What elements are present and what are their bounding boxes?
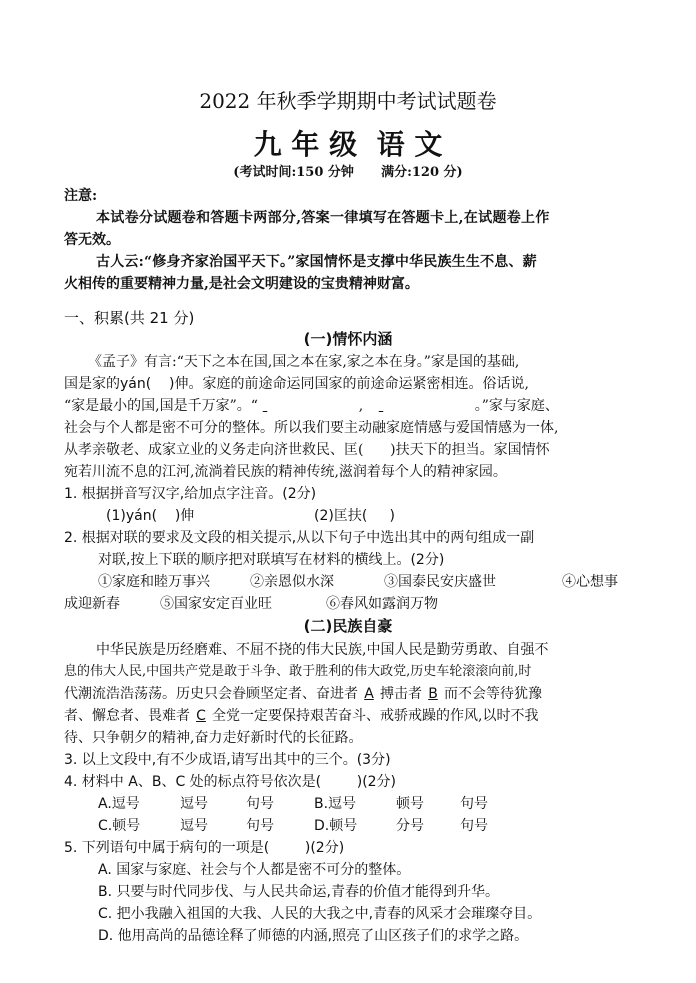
- paragraph-line: [64, 374, 529, 394]
- notice-line: 答无效。: [64, 232, 120, 248]
- q4-option: 逗号: [180, 818, 208, 834]
- question-1-b: (2)匡扶( ): [314, 508, 396, 524]
- couplet-line-2: [379, 396, 475, 416]
- paragraph-text: 者、懈怠者、畏难者: [64, 708, 190, 724]
- section-heading: 一、积累(共 21 分): [64, 309, 195, 327]
- q4-option: 句号: [246, 796, 274, 812]
- question-4: 4. 材料中 A、B、C 处的标点符号依次是( )(2分): [64, 774, 397, 790]
- q4-option: 句号: [460, 796, 488, 812]
- paragraph-line: [64, 396, 559, 416]
- paragraph-line: [64, 684, 542, 704]
- question-2-option: ②亲恩似水深: [250, 574, 334, 590]
- question-1-a: (1)yán( )伸: [106, 508, 195, 524]
- punct-mark-a: A: [364, 686, 374, 702]
- comma: ,: [358, 398, 364, 414]
- pinyin-blank: yán( )伸。: [120, 376, 203, 392]
- notice-label: 注意:: [64, 188, 98, 204]
- q4-option: 分号: [396, 818, 424, 834]
- punct-mark-b: B: [428, 686, 438, 702]
- punct-mark-c: C: [196, 708, 206, 724]
- paragraph-text: 搏击者: [380, 686, 422, 702]
- q5-option: A. 国家与家庭、社会与个人都是密不可分的整体。: [98, 862, 411, 878]
- q4-option: B.逗号: [314, 796, 357, 812]
- q4-option: 逗号: [180, 796, 208, 812]
- q4-option: A.逗号: [98, 796, 140, 812]
- paragraph-text: 代潮流浩浩荡荡。历史只会眷顾坚定者、奋进者: [64, 686, 358, 702]
- question-2-option: ⑥春风如露润万物: [326, 596, 438, 612]
- question-2-option: ①家庭和睦万事兴: [98, 574, 210, 590]
- paragraph-text: 家庭的前途命运同国家的前途命运紧密相连。俗话说,: [202, 376, 529, 392]
- q4-option: D.顿号: [314, 818, 358, 834]
- q5-option: D. 他用高尚的品德诠释了师德的内涵,照亮了山区孩子们的求学之路。: [98, 928, 529, 944]
- q5-option: C. 把小我融入祖国的大我、人民的大我之中,青春的风采才会璀璨夺目。: [98, 906, 542, 922]
- notice-quote: 火相传的重要精神力量,是社会文明建设的宝贵精神财富。: [64, 276, 419, 292]
- exam-info: (考试时间:150 分钟 满分:120 分): [233, 165, 463, 180]
- couplet-blank-1: “: [250, 398, 258, 414]
- paragraph-line: 息的伟大人民,中国共产党是敢于斗争、敢于胜利的伟大政党,历史车轮滚滚向前,时: [64, 664, 532, 679]
- exam-title: 2022 年秋季学期期中考试试题卷: [199, 89, 497, 113]
- notice-quote: 古人云:“修身齐家治国平天下。”家国情怀是支撑中华民族生生不息、薪: [96, 254, 537, 270]
- paragraph-line: 社会与个人都是密不可分的整体。所以我们要主动融家庭情感与爱国情感为一体,: [64, 420, 559, 436]
- q4-option: 顿号: [396, 796, 424, 812]
- question-2-option: ③国泰民安庆盛世: [384, 574, 496, 590]
- question-5: 5. 下列语句中属于病句的一项是( )(2分): [64, 840, 345, 856]
- q4-option: 句号: [460, 818, 488, 834]
- q4-option: C.顿号: [98, 818, 141, 834]
- couplet-line-1: [263, 396, 359, 416]
- question-1: 1. 根据拼音写汉字,给加点字注音。(2分): [64, 486, 317, 502]
- paragraph-text: 全党一定要保持艰苦奋斗、戒骄戒躁的作风,以时不我: [212, 708, 539, 724]
- paragraph-text: “家是最小的国,国是千万家”。: [64, 398, 251, 414]
- paragraph-line: 中华民族是历经磨难、不屈不挠的伟大民族,中国人民是勤劳勇敢、自强不: [96, 642, 549, 658]
- paragraph-line: 《孟子》有言:“天下之本在国,国之本在家,家之本在身。”家是国的基础,: [88, 354, 520, 370]
- question-2-option: ④心想事: [562, 574, 618, 590]
- question-2: 2. 根据对联的要求及文段的相关提示,从以下句子中选出其中的两句组成一副: [64, 530, 535, 546]
- paragraph-text: 。”家与家庭、: [474, 398, 559, 414]
- paragraph-line: 宛若川流不息的江河,流淌着民族的精神传统,滋润着每个人的精神家园。: [64, 464, 507, 480]
- q5-option: B. 只要与时代同步伐、与人民共命运,青春的价值才能得到升华。: [98, 884, 499, 900]
- paragraph-text: 国是家的: [64, 376, 120, 392]
- paragraph-text: 而不会等待犹豫: [444, 686, 542, 702]
- question-3: 3. 以上文段中,有不少成语,请写出其中的三个。(3分): [64, 752, 391, 768]
- subject-title: 九 年 级 语 文: [253, 128, 443, 161]
- paragraph-line: 从孝亲敬老、成家立业的义务走向济世救民、匡( )扶天下的担当。家国情怀: [64, 442, 550, 458]
- notice-line: 本试卷分试题卷和答题卡两部分,答案一律填写在答题卡上,在试题卷上作: [96, 210, 550, 226]
- question-2-option: 成迎新春: [64, 596, 120, 612]
- paragraph-line: [64, 706, 538, 726]
- question-2-option: ⑤国家安定百业旺: [160, 596, 272, 612]
- part-title: (二)民族自豪: [303, 617, 393, 635]
- paragraph-line: 待、只争朝夕的精神,奋力走好新时代的长征路。: [64, 730, 363, 746]
- part-title: (一)情怀内涵: [303, 330, 393, 348]
- q4-option: 句号: [246, 818, 274, 834]
- question-2: 对联,按上下联的顺序把对联填写在材料的横线上。(2分): [98, 552, 445, 568]
